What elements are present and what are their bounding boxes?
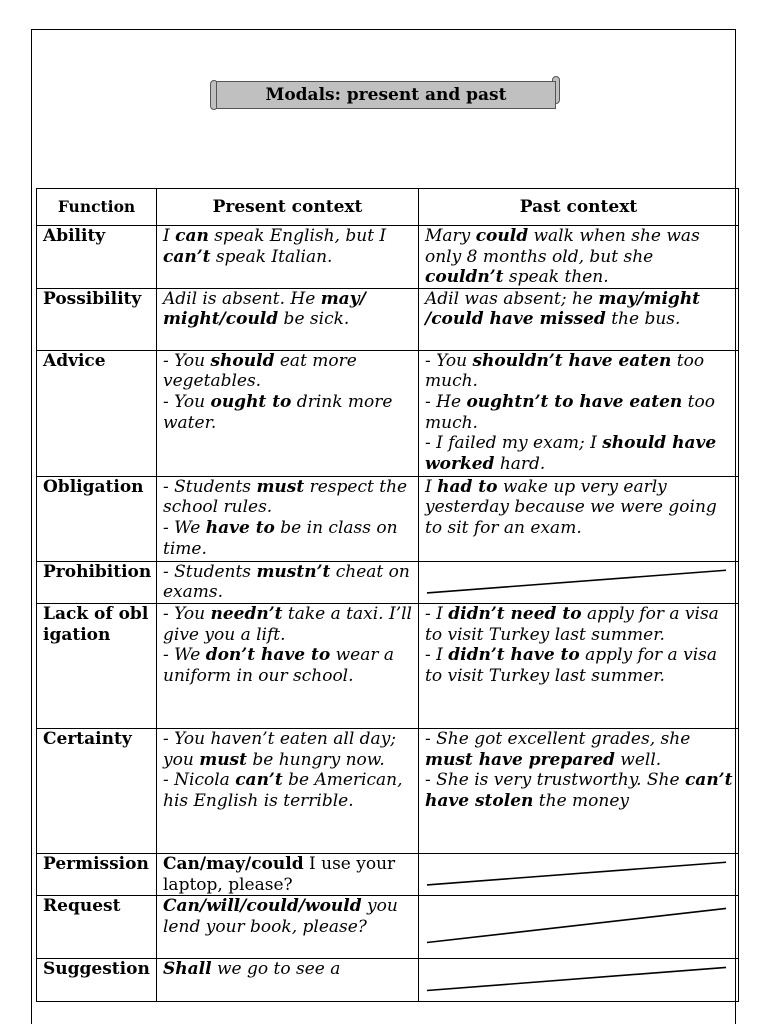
example-text: well. xyxy=(614,749,662,770)
table-row xyxy=(37,896,739,959)
cell-line xyxy=(425,289,734,330)
example-text: we go to see a xyxy=(211,959,341,980)
past-context-cell xyxy=(419,959,739,1002)
modal-phrase: should have worked xyxy=(425,433,717,474)
example-text: - You haven’t eaten all day; you xyxy=(163,728,397,770)
past-context-cell xyxy=(419,561,739,603)
function-cell: Lack of obligation xyxy=(37,603,157,728)
cell-line xyxy=(425,645,734,686)
modal-phrase: couldn’t xyxy=(425,267,504,288)
past-context-cell xyxy=(419,896,739,959)
example-text: - She got excellent grades, she xyxy=(425,728,691,749)
example-text: - Nicola xyxy=(163,770,236,791)
table-row xyxy=(37,561,739,603)
modal-phrase: didn’t have to xyxy=(448,645,580,666)
example-text: hard. xyxy=(494,453,546,474)
example-text: - I xyxy=(425,645,449,666)
function-cell: Permission xyxy=(37,853,157,895)
function-cell: Certainty xyxy=(37,728,157,853)
modal-phrase: needn’t xyxy=(210,603,283,624)
present-context-cell xyxy=(157,226,419,289)
modal-phrase: Can/will/could/would xyxy=(163,896,362,917)
cell-line xyxy=(425,604,734,645)
example-text: Adil is absent. He xyxy=(163,288,321,309)
present-context-cell xyxy=(157,959,419,1002)
cell-line xyxy=(425,477,734,539)
example-text: speak Italian. xyxy=(210,246,333,267)
example-text: - We xyxy=(163,517,206,538)
modal-phrase: should xyxy=(210,350,275,371)
past-context-cell xyxy=(419,853,739,895)
present-context-cell xyxy=(157,288,419,350)
function-cell: Advice xyxy=(37,350,157,476)
function-cell: Ability xyxy=(37,226,157,289)
cell-line xyxy=(163,477,414,518)
past-context-cell xyxy=(419,288,739,350)
example-text: be American, his English is terrible. xyxy=(163,770,403,811)
function-cell: Possibility xyxy=(37,288,157,350)
example-text: you lend your book, please? xyxy=(163,896,398,937)
not-applicable-line xyxy=(419,854,738,895)
example-text: Adil was absent; he xyxy=(425,288,599,309)
past-context-cell xyxy=(419,350,739,476)
example-text: respect the school rules. xyxy=(163,476,408,518)
example-text: eat more vegetables. xyxy=(163,350,357,392)
modal-phrase: may/might /could have missed xyxy=(425,288,701,330)
example-text: speak English, but I xyxy=(208,226,387,246)
cell-line xyxy=(425,226,734,288)
example-text: apply for a visa to visit Turkey last summer. xyxy=(425,603,719,645)
present-context-cell xyxy=(157,350,419,476)
cell-line xyxy=(425,351,734,392)
cell-line xyxy=(163,896,414,937)
function-cell: Prohibition xyxy=(37,561,157,603)
cell-line xyxy=(163,959,414,980)
title-banner xyxy=(210,78,560,111)
table-row xyxy=(37,476,739,561)
cell-line xyxy=(425,770,734,811)
not-applicable-line xyxy=(419,896,738,958)
function-cell: Request xyxy=(37,896,157,959)
modal-phrase: Shall xyxy=(163,959,212,980)
modal-phrase: shouldn’t have eaten xyxy=(472,350,672,371)
cell-line xyxy=(163,226,414,267)
example-text: - You xyxy=(425,350,473,371)
cell-line xyxy=(163,604,414,645)
cell-line xyxy=(163,289,414,330)
example-text: the money xyxy=(533,790,630,811)
cell-line xyxy=(425,433,734,474)
cell-line xyxy=(163,854,414,895)
example-text: I xyxy=(163,226,176,246)
present-context-cell xyxy=(157,476,419,561)
function-cell: Obligation xyxy=(37,476,157,561)
example-text: wake up very early yesterday because we were going to sit for an exam. xyxy=(425,476,717,538)
present-context-cell xyxy=(157,728,419,853)
modal-phrase: had to xyxy=(437,476,498,497)
modal-phrase: can xyxy=(175,226,209,246)
present-context-cell xyxy=(157,853,419,895)
example-text: apply for a visa to visit Turkey last summer. xyxy=(425,645,717,686)
example-text: - She is very trustworthy. She xyxy=(425,770,685,791)
function-cell: Suggestion xyxy=(37,959,157,1002)
present-context-cell xyxy=(157,896,419,959)
modal-phrase: may/ might/could xyxy=(163,288,366,330)
past-context-cell xyxy=(419,476,739,561)
modal-phrase: didn’t need to xyxy=(448,603,582,624)
cell-line xyxy=(425,392,734,433)
cell-line xyxy=(163,351,414,392)
modal-phrase: can’t xyxy=(235,770,283,791)
example-text: walk when she was only 8 months old, but she xyxy=(425,226,700,267)
example-text: be in class on time. xyxy=(163,517,398,559)
example-text: - We xyxy=(163,645,206,666)
header-row xyxy=(37,189,739,226)
example-text: Mary xyxy=(425,226,476,246)
example-text: - He xyxy=(425,391,467,412)
example-text: too much. xyxy=(425,391,715,433)
table-row xyxy=(37,728,739,853)
modal-phrase: have to xyxy=(205,517,275,538)
modal-phrase: ought to xyxy=(210,391,292,412)
cell-line xyxy=(163,729,414,770)
cell-line xyxy=(163,392,414,433)
modal-phrase: can’t have stolen xyxy=(425,770,733,811)
modal-phrase: must xyxy=(199,749,247,770)
cell-line xyxy=(163,645,414,686)
example-text: - You xyxy=(163,350,211,371)
modal-phrase: Can/may/could xyxy=(163,853,304,874)
past-context-cell xyxy=(419,226,739,289)
example-text: - I xyxy=(425,603,449,624)
cell-line xyxy=(163,562,414,603)
cell-line xyxy=(163,770,414,811)
page-title: Modals: present and past xyxy=(216,81,556,109)
modals-table xyxy=(36,188,739,1002)
modal-phrase: could xyxy=(475,226,529,246)
modal-phrase: must xyxy=(256,476,305,497)
example-text: - Students xyxy=(163,561,257,582)
table-row xyxy=(37,959,739,1002)
example-text: - You xyxy=(163,603,211,624)
modal-phrase: oughtn’t to have eaten xyxy=(466,391,683,412)
example-text: drink more water. xyxy=(163,391,393,433)
present-context-cell xyxy=(157,603,419,728)
example-text: - Students xyxy=(163,476,257,497)
table-row xyxy=(37,288,739,350)
example-text: I use your laptop, please? xyxy=(163,853,396,895)
header-present: Present context xyxy=(157,189,419,226)
example-text: - You xyxy=(163,391,211,412)
example-text: too much. xyxy=(425,350,705,392)
example-text: wear a uniform in our school. xyxy=(163,645,394,686)
table-row xyxy=(37,603,739,728)
modal-phrase: can’t xyxy=(163,246,211,267)
example-text: speak then. xyxy=(503,267,609,288)
modal-phrase: don’t have to xyxy=(205,645,331,666)
present-context-cell xyxy=(157,561,419,603)
not-applicable-line xyxy=(419,959,738,1001)
example-text: I xyxy=(425,476,438,497)
cell-line xyxy=(163,518,414,559)
example-text: the bus. xyxy=(605,309,681,330)
modal-phrase: mustn’t xyxy=(256,561,331,582)
cell-line xyxy=(425,729,734,770)
not-applicable-line xyxy=(419,562,738,603)
modal-phrase: must have prepared xyxy=(425,749,615,770)
past-context-cell xyxy=(419,603,739,728)
header-function: Function xyxy=(37,189,157,226)
table-row xyxy=(37,226,739,289)
past-context-cell xyxy=(419,728,739,853)
table-row xyxy=(37,350,739,476)
example-text: take a taxi. I’ll give you a lift. xyxy=(163,603,412,645)
example-text: cheat on exams. xyxy=(163,561,410,603)
header-past: Past context xyxy=(419,189,739,226)
example-text: be hungry now. xyxy=(246,749,385,770)
table-row xyxy=(37,853,739,895)
example-text: - I failed my exam; I xyxy=(425,433,603,454)
example-text: be sick. xyxy=(278,309,350,330)
